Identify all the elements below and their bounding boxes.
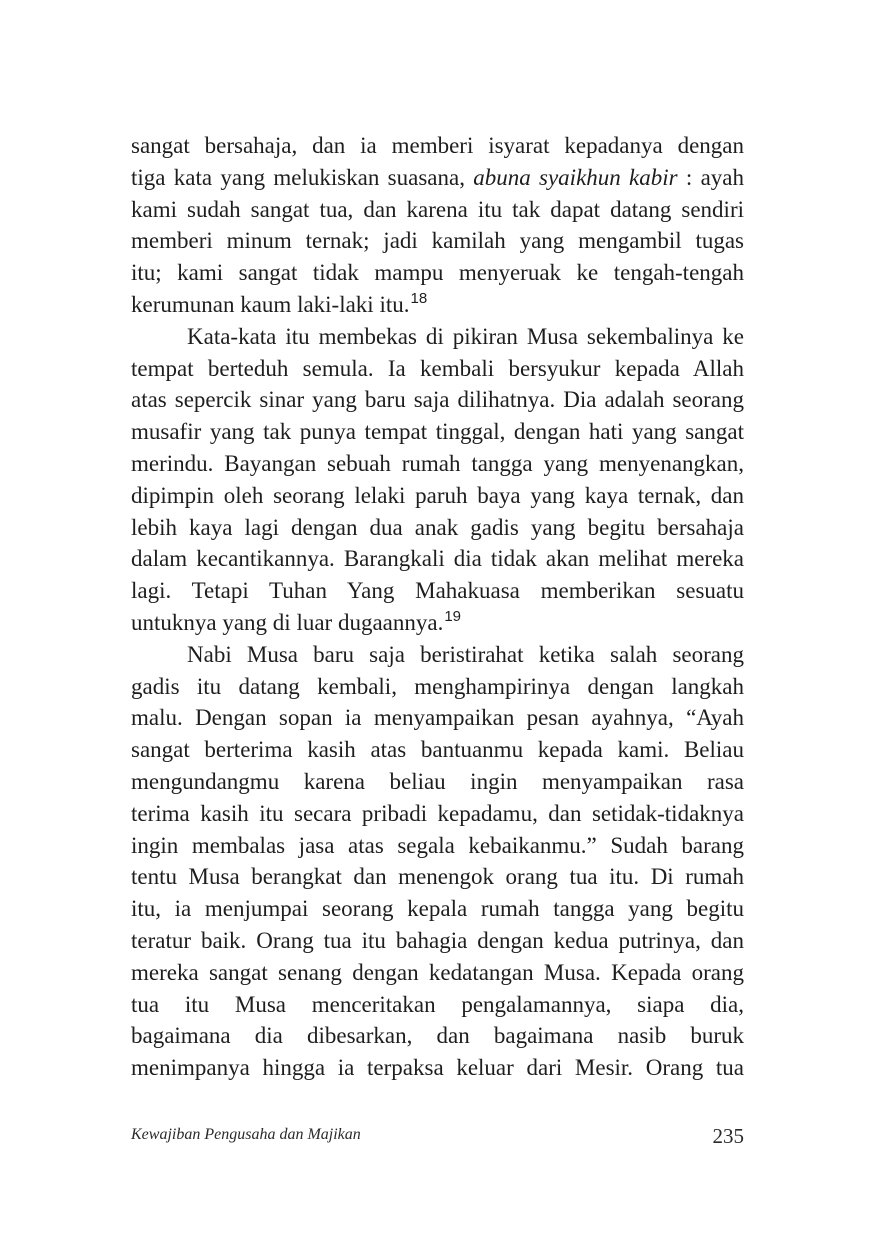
text-line: kami sudah sangat tua, dan karena itu tak dapat datang sendiri [131,196,744,222]
paragraph-1 [131,130,744,321]
paragraph-3 [131,639,744,1084]
text-line: musafir yang tak punya tempat tinggal, dengan hati yang sangat [131,419,744,445]
text-line: itu, ia menjumpai seorang kepala rumah tangga yang begitu [131,896,744,922]
text-run: : ayah [677,164,744,190]
page-footer [131,1124,744,1152]
text-line: mengundangmu karena beliau ingin menyampaikan rasa [131,768,744,794]
footnote-ref[interactable]: 18 [410,289,428,307]
text-run: untuknya yang di luar dugaannya. [131,609,444,635]
text-line: Kata-kata itu membekas di pikiran Musa sekembalinya ke [187,323,744,349]
text-line: lebih kaya lagi dengan dua anak gadis yang begitu bersahaja [131,514,744,540]
arabic-phrase: abuna syaikhun kabir [473,164,678,190]
text-line: itu; kami sangat tidak mampu menyeruak ke tengah-tengah [131,260,744,286]
text-line: tentu Musa berangkat dan menengok orang tua itu. Di rumah [131,864,744,890]
text-line: atas sepercik sinar yang baru saja dilihatnya. Dia adalah seorang [131,387,744,413]
text-line [131,289,744,321]
text-line [131,162,744,194]
text-line: malu. Dengan sopan ia menyampaikan pesan ayahnya, “Ayah [131,705,744,731]
text-line: menimpanya hingga ia terpaksa keluar dari Mesir. Orang tua [131,1055,744,1081]
text-line [131,607,744,639]
running-title: Kewajiban Pengusaha dan Majikan [131,1126,361,1143]
text-line: sangat bersahaja, dan ia memberi isyarat kepadanya dengan [131,133,744,158]
text-line: mereka sangat senang dengan kedatangan Musa. Kepada orang [131,959,744,985]
text-line: teratur baik. Orang tua itu bahagia dengan kedua putrinya, dan [131,927,744,953]
text-line: bagaimana dia dibesarkan, dan bagaimana nasib buruk [131,1023,744,1049]
text-line: gadis itu datang kembali, menghampirinya dengan langkah [131,673,744,699]
text-line: memberi minum ternak; jadi kamilah yang mengambil tugas [131,228,744,254]
body-text [131,130,744,1084]
text-run: kerumunan kaum laki-laki itu. [131,291,410,317]
page-number: 235 [712,1124,744,1148]
text-line: merindu. Bayangan sebuah rumah tangga yang menyenangkan, [131,450,744,476]
text-line: dalam kecantikannya. Barangkali dia tidak akan melihat mereka [131,546,744,572]
text-line: dipimpin oleh seorang lelaki paruh baya yang kaya ternak, dan [131,482,744,508]
text-line: terima kasih itu secara pribadi kepadamu, dan setidak-tidaknya [131,800,744,826]
footnote-ref[interactable]: 19 [444,607,462,625]
text-line: tua itu Musa menceritakan pengalamannya, siapa dia, [131,991,744,1017]
text-run: tiga kata yang melukiskan suasana, [131,164,474,190]
text-line: lagi. Tetapi Tuhan Yang Mahakuasa memberikan sesuatu [131,578,744,604]
text-line: ingin membalas jasa atas segala kebaikanmu.” Sudah barang [131,832,744,858]
text-line: tempat berteduh semula. Ia kembali bersyukur kepada Allah [131,355,744,381]
text-line: sangat berterima kasih atas bantuanmu kepada kami. Beliau [131,737,744,763]
paragraph-2 [131,321,744,639]
text-line: Nabi Musa baru saja beristirahat ketika salah seorang [187,641,744,667]
